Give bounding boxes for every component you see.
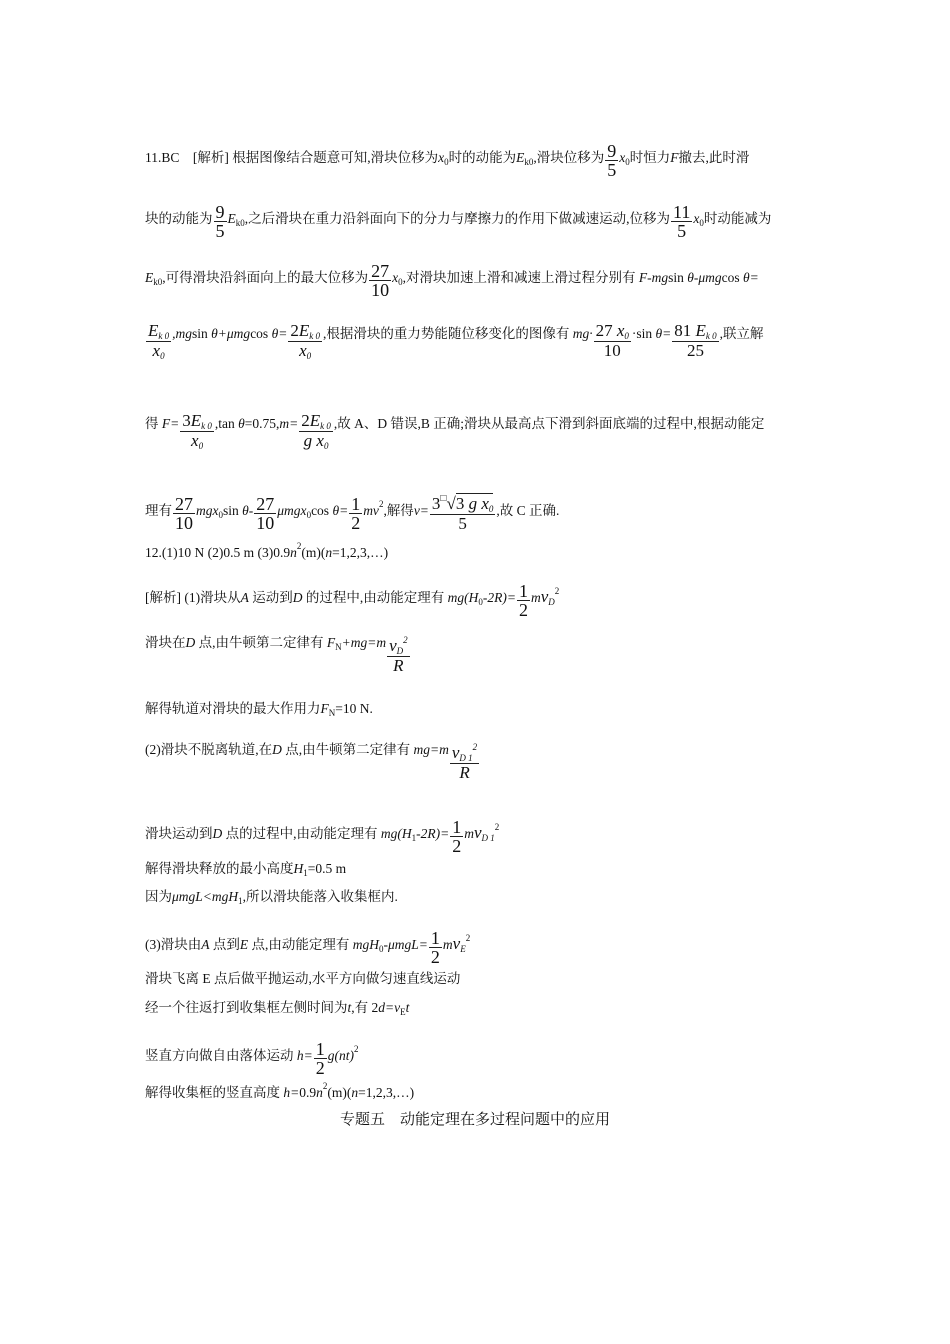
fraction-1-2: $\frac{1}{2}$ <box>351 494 361 533</box>
fraction-1-2: $\frac{1}{2}$ <box>315 1039 325 1078</box>
q12-para-6: 解得滑块释放的最小高度$H_1=0.5$ m <box>145 861 347 878</box>
q12-answer-line: 12.(1)10 N (2)0.5 m $(3)0.9n^2(m)(n=1,2,3,\dots)$ <box>145 541 389 560</box>
fraction-sqrt: $\frac{3^□√3 g x_0}{5}$ <box>431 493 494 533</box>
fraction-27-10: $\frac{27}{10}$ <box>256 494 275 533</box>
fraction-1-2: $\frac{1}{2}$ <box>430 928 440 967</box>
section-title: 专题五 动能定理在多过程问题中的应用 <box>339 1112 610 1128</box>
q11-line-6: 理有 $\frac{27}{10}$ mgx$_0$sin θ- $\frac{27}{10}$ μmgx$_0$cos θ= $\frac{1}{2}$ $mv^2$,解得v= $\frac{3^□√3 g x_0}{5}$ ,故 C 正确. <box>145 493 560 533</box>
q11-line-3: $E_{k0}$,可得滑块沿斜面向上的最大位移为 $\frac{27}{10}$ $x_0$,对滑块加速上滑和减速上滑过程分别有 F-mgsin θ-μmgcos θ= <box>145 261 759 300</box>
q11-line-5: 得 F= $\frac{3E_{k 0}}{x_0}$ ,tan θ=0.75,m= $\frac{2E_{k 0}}{g x_0}$ ,故 A、D 错误,B 正确;滑块从最高点下滑到斜面底端的过程中,根据动能定 <box>145 411 765 451</box>
q12-para-7: 因为μmgL<mgH$_1$,所以滑块能落入收集框内. <box>145 889 398 906</box>
q12-para-5: 滑块运动到D 点的过程中,由动能定理有 $mg(H_1-2R)=$ $\frac{1}{2}$ $mv_{D 1}^2$ <box>145 817 500 856</box>
fraction-81ek0-25: $\frac{81 E_{k 0}}{25}$ <box>674 321 717 360</box>
q11-line-1: 11.BC [解析] 根据图像结合题意可知,滑块位移为$x_0$时的动能为$E_{k0}$,滑块位移为 $\frac{9}{5}$ $x_0$时恒力F撤去,此时滑 <box>145 141 750 180</box>
fraction-9-5: $\frac{9}{5}$ <box>607 141 617 180</box>
q11-line-4: $\frac{E_{k 0}}{x_0}$ ,mgsin θ+μmgcos θ= $\frac{2E_{k 0}}{x_0}$ ,根据滑块的重力势能随位移变化的图像有 mg· $\frac{27 x_0}{10}$ ·sin θ= $\frac{81 E_{k 0}}{25}$ ,联立解 <box>148 321 764 361</box>
q12-para-4: (2)滑块不脱离轨道,在D 点,由牛顿第二定律有 mg=m $\frac{v_{D 1}^2}{R}$ <box>145 742 478 782</box>
q12-para-10: 经一个往返打到收集框左侧时间为t,有 $2d=v_Et$ <box>145 1000 410 1017</box>
q12-para-11: 竖直方向做自由落体运动 h= $\frac{1}{2}$ g(nt)$^2$ <box>145 1039 359 1078</box>
fraction-1-2: $\frac{1}{2}$ <box>518 581 528 620</box>
fraction-vd12-r: $\frac{v_{D 1}^2}{R}$ <box>451 742 478 782</box>
q12-para-3: 解得轨道对滑块的最大作用力$F_N=10$ N. <box>145 701 373 718</box>
fraction-2ek0-gx0: $\frac{2E_{k 0}}{g x_0}$ <box>301 411 331 451</box>
fraction-2ek0-x0: $\frac{2E_{k 0}}{x_0}$ <box>290 321 320 361</box>
fraction-27-10: $\frac{27}{10}$ <box>175 494 193 533</box>
fraction-1-2: $\frac{1}{2}$ <box>452 817 462 856</box>
q11-answer: 11.BC <box>145 150 180 165</box>
fraction-vd2-r: $\frac{v_D^2}{R}$ <box>389 635 408 675</box>
q12-para-8: (3)滑块由A 点到E 点,由动能定理有 mgH$_0$-μmgL= $\frac{1}{2}$ $mv_E^2$ <box>145 928 471 967</box>
q12-para-2: 滑块在D 点,由牛顿第二定律有 $F_N+mg=m$ $\frac{v_D^2}{R}$ <box>145 635 408 675</box>
fraction-9-5: $\frac{9}{5}$ <box>215 202 225 241</box>
q12-para-9: 滑块飞离 E 点后做平抛运动,水平方向做匀速直线运动 <box>145 971 461 986</box>
analysis-label: [解析] <box>192 150 229 165</box>
q12-para-1: [解析] (1)滑块从A 运动到D 的过程中,由动能定理有 $mg(H_0-2R)=$ $\frac{1}{2}$ $mv_D^2$ <box>145 581 560 620</box>
fraction-ek0-x0: $\frac{E_{k 0}}{x_0}$ <box>148 321 170 361</box>
q11-line-2: 块的动能为 $\frac{9}{5}$ $E_{k0}$,之后滑块在重力沿斜面向下的分力与摩擦力的作用下做减速运动,位移为 $\frac{11}{5}$ $x_0$时动能减为 <box>145 202 772 241</box>
fraction-27x0-10: $\frac{27 x_0}{10}$ <box>595 321 629 360</box>
fraction-27-10: $\frac{27}{10}$ <box>371 261 390 300</box>
fraction-3ek0-x0: $\frac{3E_{k 0}}{x_0}$ <box>182 411 212 451</box>
fraction-11-5: $\frac{11}{5}$ <box>673 202 691 241</box>
q12-para-12: 解得收集框的竖直高度 $h=0.9n^2(m)(n=1,2,3,\dots)$ <box>145 1081 415 1100</box>
